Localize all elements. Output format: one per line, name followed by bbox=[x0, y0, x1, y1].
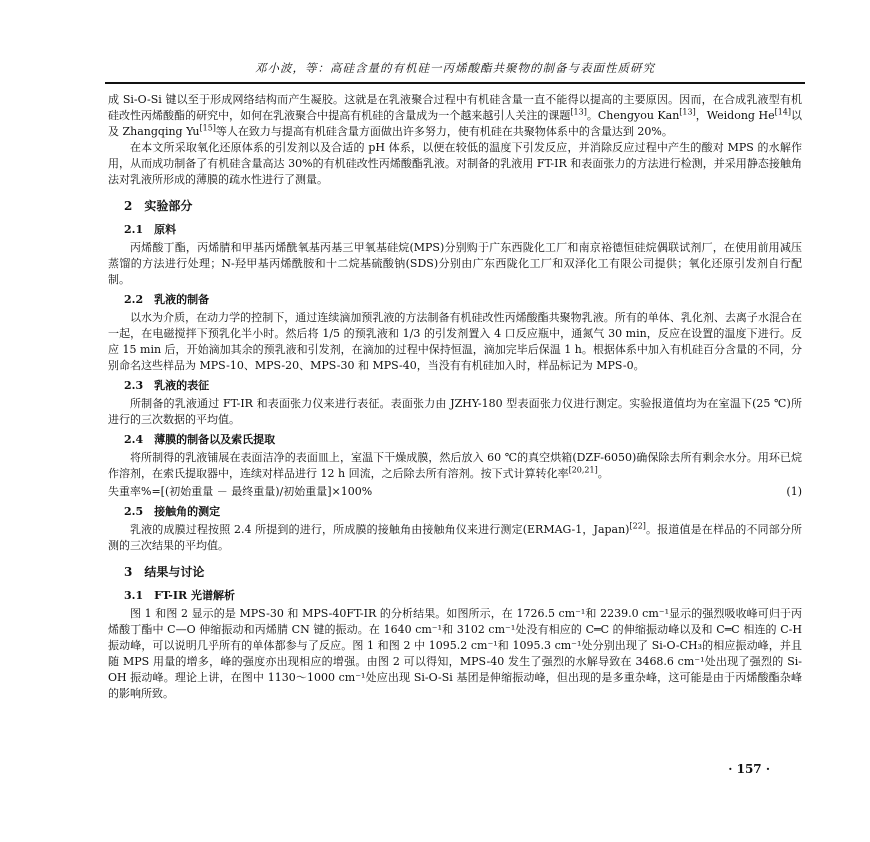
equation-formula: 失重率%=[(初始重量 － 最终重量)/初始重量]×100% bbox=[108, 485, 373, 498]
subsection-2-5-heading: 2.5 接触角的测定 bbox=[124, 505, 221, 518]
subsection-2-3-text: 所制备的乳液通过 FT-IR 和表面张力仪来进行表征。表面张力由 JZHY-180 型表面张力仪进行测定。实验报道值均为在室温下(25 ℃)所进行的三次数据的平均值。 bbox=[108, 397, 802, 426]
text-span: 。Chengyou Kan bbox=[586, 109, 680, 122]
subsection-2-1-text: 丙烯酸丁酯，丙烯腈和甲基丙烯酰氧基丙基三甲氧基硅烷(MPS)分别购于广东西陇化工厂和南京裕德恒硅烷偶联试剂厂，在使用前用减压蒸馏的方法进行处理；N-羟甲基丙烯酰胺和十二烷基硫酸钠(SDS)分别由广东西陇化工厂和双泽化工有限公司提供；氧化还原引发剂自行配制。 bbox=[108, 241, 802, 286]
subsection-2-4-text bbox=[108, 450, 802, 482]
text-span: 将所制得的乳液铺展在表面洁净的表面皿上，室温下干燥成膜，然后放入 60 ℃的真空烘箱(DZF-6050)确保除去所有剩余水分。用环已烷作溶剂，在索氏提取器中，连续对样品进行 12 h 回流，之后除去所有溶剂。按下式计算转化率 bbox=[108, 451, 802, 480]
subsection-2-5-text bbox=[108, 522, 802, 554]
citation: [22] bbox=[629, 521, 646, 531]
subsection-2-2-text: 以水为介质，在动力学的控制下，通过连续滴加预乳液的方法制备有机硅改性丙烯酸酯共聚物乳液。所有的单体、乳化剂、去离子水混合在一起，在电磁搅拌下预乳化半小时。然后将 1/5 的预乳液和 1/3 的引发剂置入 4 口反应瓶中，通氮气 30 min，反应在设置的温度下进行。反应 15 min 后，开始滴加其余的预乳液和引发剂，在滴加的过程中保持恒温，滴加完毕后保温 1 h。根据体系中加入有机硅百分含量的不同，分别命名这些样品为 MPS-10、MPS-20、MPS-30 和 MPS-40，当没有有机硅加入时，样品标记为 MPS-0。 bbox=[108, 311, 802, 372]
subsection-2-4-heading: 2.4 薄膜的制备以及索氏提取 bbox=[124, 433, 276, 446]
section-2-heading: 2 实验部分 bbox=[124, 199, 193, 213]
equation-1 bbox=[108, 484, 802, 500]
equation-number: (1) bbox=[786, 485, 802, 498]
citation: [15] bbox=[199, 123, 216, 133]
subsection-2-3-heading: 2.3 乳液的表征 bbox=[124, 379, 210, 392]
text-span: 。 bbox=[597, 467, 609, 480]
citation: [14] bbox=[774, 107, 791, 117]
text-span: 乳液的成膜过程按照 2.4 所提到的进行，所成膜的接触角由接触角仪来进行测定(ERMAG-1，Japan) bbox=[130, 523, 630, 536]
text-span: 。报道值是在样品的不同部分所测的三次结果的平均值。 bbox=[108, 523, 802, 552]
body-content bbox=[108, 92, 802, 702]
subsection-3-1-heading: 3.1 FT-IR 光谱解析 bbox=[124, 589, 235, 602]
intro-paragraph-1 bbox=[108, 92, 802, 140]
running-header: 邓小波，等：高硅含量的有机硅一丙烯酸酯共聚物的制备与表面性质研究 bbox=[105, 60, 805, 84]
citation: [13] bbox=[679, 107, 696, 117]
text-span: ，Weidong He bbox=[695, 109, 775, 122]
subsection-2-2-heading: 2.2 乳液的制备 bbox=[124, 293, 210, 306]
page-number: · 157 · bbox=[728, 762, 770, 776]
text-span: 成 Si-O-Si 键以至于形成网络结构而产生凝胶。这就是在乳液聚合过程中有机硅含量一直不能得以提高的主要原因。因而，在合成乳液型有机硅改性丙烯酸酯的研究中，如何在乳液聚合中提高有机硅的含量成为一个越来越引人关注的课题 bbox=[108, 93, 802, 122]
intro-paragraph-2: 在本文所采取氧化还原体系的引发剂以及合适的 pH 体系，以便在较低的温度下引发反应，并消除反应过程中产生的酸对 MPS 的水解作用，从而成功制备了有机硅含量高达 30%的有机硅改性丙烯酸酯乳液。对制备的乳液用 FT-IR 和表面张力的方法进行检测，并采用静态接触角法对乳液所形成的薄膜的疏水性进行了测量。 bbox=[108, 141, 802, 186]
text-span: 等人在致力与提高有机硅含量方面做出许多努力，使有机硅在共聚物体系中的含量达到 20%。 bbox=[215, 125, 673, 138]
section-3-heading: 3 结果与讨论 bbox=[124, 565, 205, 579]
text-span: 以及 Zhangqing Yu bbox=[108, 109, 803, 138]
citation: [20,21] bbox=[568, 465, 598, 475]
subsection-3-1-text: 图 1 和图 2 显示的是 MPS-30 和 MPS-40FT-IR 的分析结果。如图所示，在 1726.5 cm⁻¹和 2239.0 cm⁻¹显示的强烈吸收峰可归于丙烯酸丁酯中 C—O 伸缩振动和丙烯腈 CN 键的振动。在 1640 cm⁻¹和 3102 cm⁻¹处没有相应的 C═C 的伸缩振动峰以及和 C═C 相连的 C-H 振动峰，可以说明几乎所有的单体都参与了反应。图 1 和图 2 中 1095.2 cm⁻¹和 1095.3 cm⁻¹处分别出现了 Si-O-CH₃的相应振动峰，并且随 MPS 用量的增多，峰的强度亦出现相应的增强。由图 2 可以得知，MPS-40 发生了强烈的水解导致在 3468.6 cm⁻¹处出现了强烈的 Si-OH 振动峰。理论上讲，在图中 1130～1000 cm⁻¹处应出现 Si-O-Si 基团是伸缩振动峰，但出现的是多重杂峰，这可能是由于丙烯酸酯杂峰的影响所致。 bbox=[108, 607, 802, 700]
citation: [13] bbox=[570, 107, 587, 117]
subsection-2-1-heading: 2.1 原料 bbox=[124, 223, 177, 236]
